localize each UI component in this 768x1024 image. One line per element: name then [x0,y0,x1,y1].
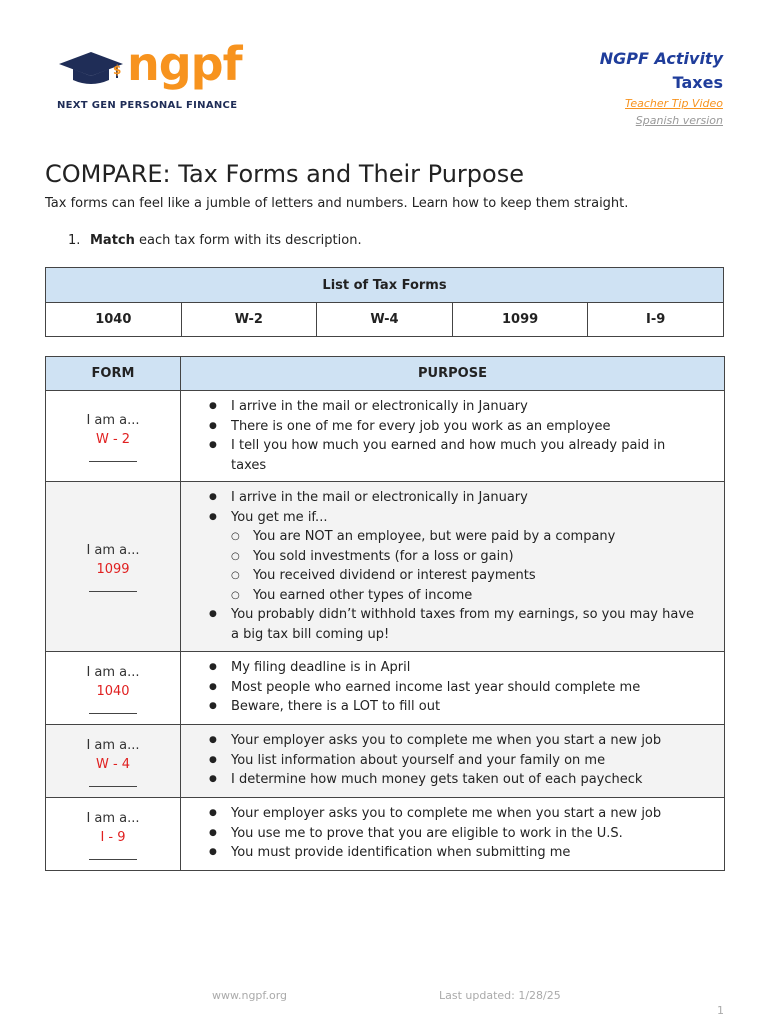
purpose-cell [181,725,725,798]
tax-form-option: I-9 [588,303,724,337]
tax-form-option: 1099 [452,303,588,337]
tax-forms-heading: List of Tax Forms [46,268,724,303]
purpose-sub-bullet: ○ You received dividend or interest payments [231,566,704,586]
spanish-version-link[interactable]: Spanish version [635,114,723,127]
form-prompt: I am a... [86,737,140,753]
table-row [46,798,725,871]
purpose-bullet: ● Your employer asks you to complete me when you start a new job [209,804,704,824]
form-answer-cell [46,798,181,871]
form-prompt: I am a... [86,543,140,558]
purpose-bullet: ● You use me to prove that you are eligible to work in the U.S. [209,824,704,844]
footer-url[interactable]: www.ngpf.org [212,989,288,1002]
purpose-bullet: ● You get me if... [209,508,704,528]
purpose-cell [181,482,725,652]
purpose-cell [181,391,725,482]
purpose-bullet: ● There is one of me for every job you work as an employee [209,417,704,437]
tax-form-option: 1040 [46,303,182,337]
form-prompt: I am a... [86,412,140,428]
tax-form-option: W-2 [181,303,317,337]
table-row [46,391,725,482]
graduation-cap-icon [57,48,127,88]
purpose-column-header: PURPOSE [181,357,725,391]
tax-forms-table [45,267,724,337]
logo-wordmark: ngpf [127,37,242,91]
purpose-bullet: ● Beware, there is a LOT to fill out [209,697,704,717]
ngpf-logo [57,37,257,114]
instruction-bold: Match [90,233,135,248]
form-answer[interactable]: W - 4 [95,756,131,772]
form-answer-cell [46,725,181,798]
table-row [46,652,725,725]
tax-form-option: W-4 [317,303,453,337]
instruction-number: 1. [68,233,81,248]
answer-blank-line [89,701,137,714]
purpose-bullet: ● I arrive in the mail or electronically in January [209,488,704,508]
instruction-text: each tax form with its description. [134,233,362,248]
purpose-bullet: ● You probably didn’t withhold taxes from my earnings, so you may have a big tax bill coming up! [209,605,704,644]
form-answer[interactable]: I - 9 [100,829,126,845]
purpose-bullet: ● Most people who earned income last year should complete me [209,678,704,698]
form-answer-cell [46,652,181,725]
answer-blank-line [89,847,137,860]
form-column-header: FORM [46,357,181,391]
form-answer-cell [46,391,181,482]
form-purpose-table [45,356,725,871]
activity-label: NGPF Activity [599,49,723,68]
form-answer[interactable]: W - 2 [95,431,131,447]
instruction [68,233,362,248]
purpose-bullet: ● My filing deadline is in April [209,658,704,678]
answer-blank-line [89,774,137,787]
svg-text:$: $ [113,63,122,77]
teacher-tip-link[interactable]: Teacher Tip Video [625,97,723,110]
form-answer-cell [46,482,181,652]
topic-label: Taxes [672,73,723,92]
purpose-cell [181,652,725,725]
purpose-bullet: ● I determine how much money gets taken out of each paycheck [209,770,704,790]
purpose-sub-bullet: ○ You sold investments (for a loss or gain) [231,547,704,567]
page-title: COMPARE: Tax Forms and Their Purpose [45,160,524,188]
table-row [46,482,725,652]
form-prompt: I am a... [86,664,140,680]
purpose-bullet: ● You list information about yourself and your family on me [209,751,704,771]
purpose-cell [181,798,725,871]
page-number: 1 [717,1004,724,1017]
purpose-bullet: ● I tell you how much you earned and how much you already paid in taxes [209,436,704,475]
header-info [600,48,723,130]
answer-blank-line [89,449,137,462]
purpose-bullet: ● Your employer asks you to complete me when you start a new job [209,731,704,751]
purpose-bullet: ● You must provide identification when submitting me [209,843,704,863]
answer-blank-line [89,579,137,592]
purpose-sub-bullet: ○ You earned other types of income [231,586,704,606]
footer-last-updated: Last updated: 1/28/25 [439,989,561,1002]
purpose-sub-bullet: ○ You are NOT an employee, but were paid by a company [231,527,704,547]
page-subtitle: Tax forms can feel like a jumble of letters and numbers. Learn how to keep them straight. [45,196,629,211]
table-row [46,725,725,798]
logo-tagline: NEXT GEN PERSONAL FINANCE [57,100,238,111]
form-answer[interactable]: 1040 [96,683,130,699]
form-answer[interactable]: 1099 [96,562,130,577]
form-prompt: I am a... [86,810,140,826]
purpose-bullet: ● I arrive in the mail or electronically in January [209,397,704,417]
